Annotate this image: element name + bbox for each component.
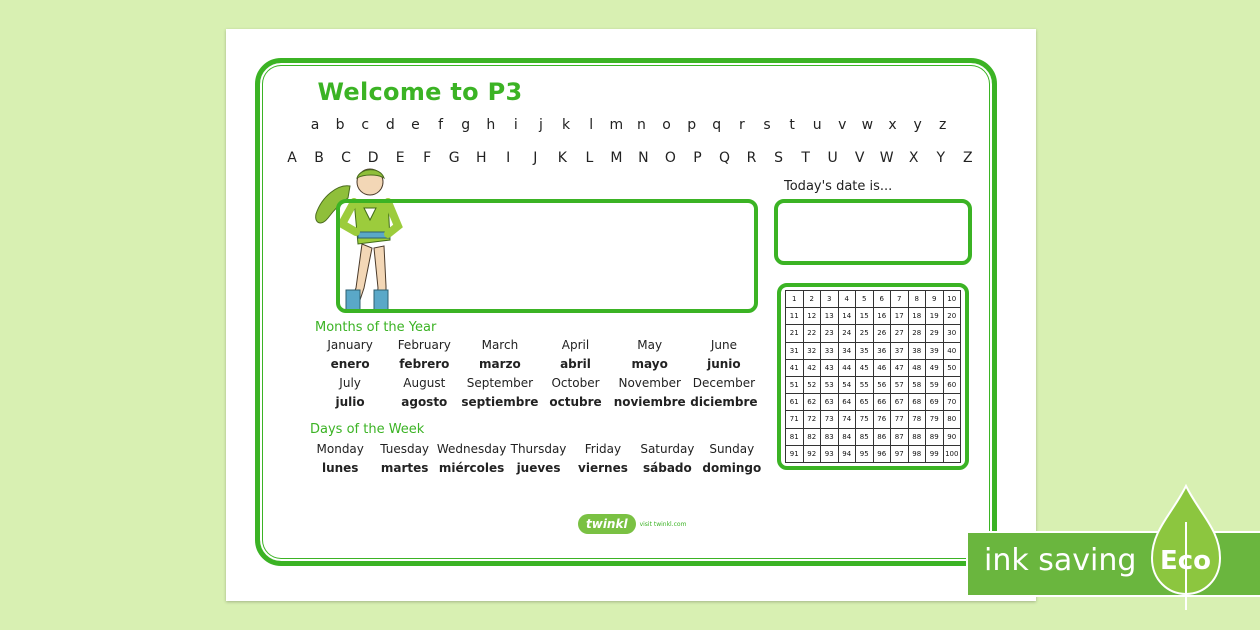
hundred-square-cell: 28 (908, 325, 926, 342)
hundred-square-cell: 95 (856, 445, 874, 462)
lowercase-letter: q (712, 117, 722, 133)
hundred-square-cell: 38 (908, 342, 926, 359)
hundred-square-cell: 88 (908, 428, 926, 445)
page-title: Welcome to P3 (317, 78, 523, 106)
uppercase-letter: I (506, 150, 511, 166)
hundred-square-cell: 32 (803, 342, 821, 359)
lowercase-letter: o (662, 117, 671, 133)
day-name-english: Thursday (510, 442, 567, 456)
date-box (774, 199, 972, 265)
hundred-square-cell: 23 (821, 325, 839, 342)
hundred-square-cell: 3 (821, 291, 839, 308)
uppercase-letter: D (367, 150, 379, 166)
hundred-square-cell: 33 (821, 342, 839, 359)
month-name-english: January (327, 338, 373, 352)
lowercase-letter: c (361, 117, 370, 133)
uppercase-letter: J (533, 150, 538, 166)
hundred-square-cell: 9 (926, 291, 944, 308)
hundred-square-cell: 20 (943, 308, 961, 325)
lowercase-letter: l (589, 117, 594, 133)
hundred-square-cell: 100 (943, 445, 961, 462)
hundred-square-cell: 42 (803, 359, 821, 376)
hundred-square-cell: 16 (873, 308, 891, 325)
hundred-square-cell: 78 (908, 411, 926, 428)
month-name-spanish: marzo (479, 357, 521, 371)
name-box (336, 199, 758, 313)
uppercase-alphabet (285, 150, 975, 166)
uppercase-letter: O (664, 150, 676, 166)
hundred-square-cell: 40 (943, 342, 961, 359)
hundred-square-cell: 93 (821, 445, 839, 462)
lowercase-letter: w (861, 117, 874, 133)
hundred-square-cell: 39 (926, 342, 944, 359)
hundred-square-cell: 50 (943, 359, 961, 376)
eco-label: Eco (1160, 546, 1212, 576)
hundred-square-cell: 45 (856, 359, 874, 376)
days-table (308, 442, 764, 475)
hundred-square-cell: 46 (873, 359, 891, 376)
hundred-square-cell: 34 (838, 342, 856, 359)
month-name-english: May (637, 338, 663, 352)
day-name-english: Wednesday (436, 442, 507, 456)
day-name-spanish: jueves (516, 461, 561, 475)
lowercase-letter: e (411, 117, 420, 133)
uppercase-letter: Q (718, 150, 731, 166)
hundred-square-cell: 36 (873, 342, 891, 359)
hundred-square-cell: 84 (838, 428, 856, 445)
hundred-square-cell: 66 (873, 394, 891, 411)
hundred-square-cell: 1 (786, 291, 804, 308)
hundred-square-cell: 37 (891, 342, 909, 359)
month-name-spanish: junio (707, 357, 741, 371)
uppercase-letter: A (287, 150, 297, 166)
hundred-square-cell: 71 (786, 411, 804, 428)
month-name-english: August (403, 376, 446, 390)
hundred-square-cell: 80 (943, 411, 961, 428)
hundred-square-cell: 17 (891, 308, 909, 325)
hundred-square-cell: 73 (821, 411, 839, 428)
lowercase-alphabet (308, 117, 950, 133)
hundred-square-cell: 58 (908, 376, 926, 393)
hundred-square-cell: 82 (803, 428, 821, 445)
lowercase-letter: a (310, 117, 320, 133)
ink-saving-text: ink saving (984, 543, 1137, 578)
lowercase-letter: u (812, 117, 822, 133)
day-name-spanish: martes (380, 461, 429, 475)
hundred-square-cell: 65 (856, 394, 874, 411)
hundred-square-cell: 18 (908, 308, 926, 325)
hundred-square-cell: 21 (786, 325, 804, 342)
hundred-square-cell: 52 (803, 376, 821, 393)
uppercase-letter: B (314, 150, 324, 166)
uppercase-letter: R (746, 150, 757, 166)
hundred-square-row (786, 308, 961, 325)
hundred-square-cell: 67 (891, 394, 909, 411)
hundred-square-grid (785, 290, 961, 463)
hundred-square-cell: 79 (926, 411, 944, 428)
day-name-spanish: viernes (578, 461, 628, 475)
hundred-square-cell: 6 (873, 291, 891, 308)
uppercase-letter: K (557, 150, 567, 166)
hundred-square-cell: 72 (803, 411, 821, 428)
hundred-square-cell: 61 (786, 394, 804, 411)
day-name-spanish: miércoles (438, 461, 505, 475)
month-name-spanish: agosto (401, 395, 448, 409)
hundred-square-cell: 55 (856, 376, 874, 393)
day-name-spanish: lunes (321, 461, 359, 475)
hundred-square-cell: 77 (891, 411, 909, 428)
lowercase-letter: p (687, 117, 697, 133)
uppercase-letter: N (638, 150, 649, 166)
hundred-square-cell: 87 (891, 428, 909, 445)
month-name-english: December (692, 376, 756, 390)
hundred-square-cell: 81 (786, 428, 804, 445)
hundred-square-cell: 64 (838, 394, 856, 411)
months-heading: Months of the Year (315, 320, 437, 335)
hundred-square-cell: 62 (803, 394, 821, 411)
hundred-square-cell: 4 (838, 291, 856, 308)
day-name-english: Friday (584, 442, 622, 456)
uppercase-letter: M (610, 150, 623, 166)
hundred-square-row (786, 411, 961, 428)
hundred-square-cell: 49 (926, 359, 944, 376)
lowercase-letter: b (335, 117, 345, 133)
uppercase-letter: E (395, 150, 405, 166)
month-name-english: February (397, 338, 451, 352)
lowercase-letter: d (385, 117, 395, 133)
hundred-square-cell: 31 (786, 342, 804, 359)
lowercase-letter: v (838, 117, 847, 133)
hundred-square-cell: 41 (786, 359, 804, 376)
hundred-square-cell: 26 (873, 325, 891, 342)
lowercase-letter: g (461, 117, 471, 133)
hundred-square-row (786, 445, 961, 462)
hundred-square-cell: 94 (838, 445, 856, 462)
month-name-spanish: noviembre (613, 395, 686, 409)
hundred-square-cell: 57 (891, 376, 909, 393)
hundred-square-cell: 2 (803, 291, 821, 308)
hundred-square-cell: 92 (803, 445, 821, 462)
hundred-square-cell: 22 (803, 325, 821, 342)
hundred-square-cell: 89 (926, 428, 944, 445)
hundred-square-cell: 74 (838, 411, 856, 428)
hundred-square-row (786, 428, 961, 445)
hundred-square-cell: 51 (786, 376, 804, 393)
logo-mark: twinkl (578, 514, 636, 534)
hundred-square-cell: 85 (856, 428, 874, 445)
uppercase-letter: L (585, 150, 594, 166)
hundred-square-cell: 59 (926, 376, 944, 393)
lowercase-letter: z (939, 117, 947, 133)
lowercase-letter: k (562, 117, 571, 133)
hundred-square-cell: 8 (908, 291, 926, 308)
hundred-square-cell: 75 (856, 411, 874, 428)
hundred-square-cell: 83 (821, 428, 839, 445)
day-name-english: Saturday (640, 442, 695, 456)
hundred-square-cell: 90 (943, 428, 961, 445)
uppercase-letter: X (908, 150, 919, 166)
hundred-square-cell: 10 (943, 291, 961, 308)
twinkl-logo (578, 514, 686, 534)
hundred-square-row (786, 394, 961, 411)
uppercase-letter: Z (962, 150, 973, 166)
hundred-square-cell: 44 (838, 359, 856, 376)
day-name-spanish: domingo (702, 461, 762, 475)
month-name-spanish: julio (335, 395, 365, 409)
hundred-square-cell: 70 (943, 394, 961, 411)
hundred-square-cell: 68 (908, 394, 926, 411)
months-table (313, 338, 761, 409)
hundred-square-cell: 29 (926, 325, 944, 342)
hundred-square-cell: 86 (873, 428, 891, 445)
month-name-english: March (481, 338, 519, 352)
month-name-spanish: abril (560, 357, 591, 371)
uppercase-letter: P (693, 150, 702, 166)
hundred-square-cell: 5 (856, 291, 874, 308)
hundred-square-cell: 96 (873, 445, 891, 462)
hundred-square-cell: 53 (821, 376, 839, 393)
hundred-square-cell: 47 (891, 359, 909, 376)
hundred-square-row (786, 291, 961, 308)
hundred-square-row (786, 376, 961, 393)
hundred-square-cell: 24 (838, 325, 856, 342)
uppercase-letter: W (879, 150, 894, 166)
hundred-square-cell: 30 (943, 325, 961, 342)
hundred-square-cell: 19 (926, 308, 944, 325)
hundred-square-cell: 12 (803, 308, 821, 325)
hundred-square-cell: 11 (786, 308, 804, 325)
uppercase-letter: V (854, 150, 865, 166)
month-name-english: November (618, 376, 681, 390)
date-label: Today's date is... (784, 179, 893, 194)
hundred-square-cell: 7 (891, 291, 909, 308)
hundred-square-cell: 60 (943, 376, 961, 393)
uppercase-letter: F (423, 150, 432, 166)
hundred-square-cell: 98 (908, 445, 926, 462)
uppercase-letter: H (475, 150, 487, 166)
hundred-square-cell: 13 (821, 308, 839, 325)
hundred-square-cell: 27 (891, 325, 909, 342)
lowercase-letter: m (609, 117, 624, 133)
hundred-square-row (786, 342, 961, 359)
day-name-english: Tuesday (380, 442, 430, 456)
lowercase-letter: j (539, 117, 543, 133)
days-heading: Days of the Week (310, 422, 425, 437)
lowercase-letter: f (438, 117, 444, 133)
hundred-square-cell: 99 (926, 445, 944, 462)
hundred-square-cell: 69 (926, 394, 944, 411)
month-name-english: April (561, 338, 590, 352)
day-name-spanish: sábado (642, 461, 692, 475)
lowercase-letter: s (763, 117, 771, 133)
hundred-square-cell: 15 (856, 308, 874, 325)
hundred-square (777, 283, 969, 470)
hundred-square-row (786, 325, 961, 342)
month-name-spanish: febrero (399, 357, 450, 371)
lowercase-letter: t (789, 117, 795, 133)
month-name-english: October (551, 376, 600, 390)
logo-url: visit twinkl.com (639, 520, 687, 528)
uppercase-letter: G (448, 150, 460, 166)
hundred-square-cell: 43 (821, 359, 839, 376)
lowercase-letter: n (636, 117, 646, 133)
lowercase-letter: h (486, 117, 496, 133)
hundred-square-cell: 48 (908, 359, 926, 376)
uppercase-letter: T (801, 150, 810, 166)
uppercase-letter: C (341, 150, 351, 166)
hundred-square-cell: 25 (856, 325, 874, 342)
month-name-spanish: diciembre (690, 395, 758, 409)
hundred-square-cell: 14 (838, 308, 856, 325)
hundred-square-cell: 97 (891, 445, 909, 462)
month-name-english: June (710, 338, 737, 352)
hundred-square-row (786, 359, 961, 376)
day-name-english: Monday (316, 442, 364, 456)
month-name-english: July (339, 376, 361, 390)
hundred-square-cell: 54 (838, 376, 856, 393)
hundred-square-cell: 56 (873, 376, 891, 393)
uppercase-letter: Y (936, 150, 946, 166)
hundred-square-cell: 91 (786, 445, 804, 462)
month-name-spanish: octubre (549, 395, 602, 409)
month-name-spanish: mayo (631, 357, 668, 371)
lowercase-letter: y (913, 117, 922, 133)
month-name-english: September (466, 376, 534, 390)
month-name-spanish: septiembre (461, 395, 539, 409)
month-name-spanish: enero (330, 357, 370, 371)
lowercase-letter: x (888, 117, 897, 133)
uppercase-letter: S (774, 150, 783, 166)
day-name-english: Sunday (709, 442, 755, 456)
uppercase-letter: U (827, 150, 838, 166)
lowercase-letter: i (513, 117, 518, 133)
hundred-square-cell: 63 (821, 394, 839, 411)
hundred-square-cell: 35 (856, 342, 874, 359)
lowercase-letter: r (738, 117, 745, 133)
hundred-square-cell: 76 (873, 411, 891, 428)
